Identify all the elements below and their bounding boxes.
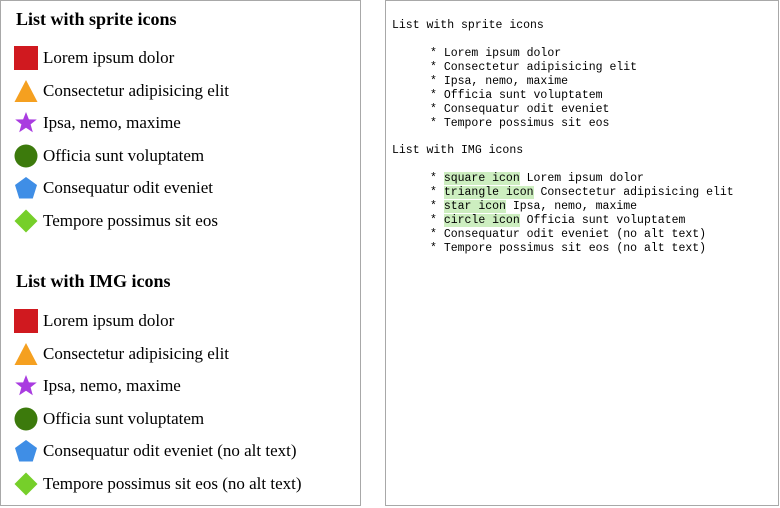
- bullet-marker: *: [430, 242, 444, 255]
- text-list-item-text: Consectetur adipisicing elit: [443, 61, 638, 74]
- star-icon: [14, 374, 38, 398]
- list-item-text: Consectetur adipisicing elit: [43, 343, 230, 363]
- list-item: [14, 438, 297, 464]
- text-list-item: [430, 61, 637, 75]
- bullet-marker: *: [430, 103, 444, 116]
- pentagon-icon: [14, 176, 38, 200]
- text-list-item: [430, 75, 568, 89]
- list-item-text: Ipsa, nemo, maxime: [43, 376, 181, 395]
- bullet-marker: *: [430, 47, 444, 60]
- circle-icon: [14, 407, 38, 431]
- text-list-item-text: Lorem ipsum dolor: [443, 47, 562, 60]
- bullet-marker: *: [430, 200, 444, 213]
- bullet-marker: *: [430, 172, 444, 185]
- text-list-item-text: Consequatur odit eveniet (no alt text): [443, 228, 707, 241]
- list-item: [14, 78, 229, 104]
- diamond-icon: [14, 209, 38, 233]
- list-item-text: Lorem ipsum dolor: [43, 311, 175, 330]
- text-list-item-text: Consectetur adipisicing elit: [540, 186, 734, 199]
- text-list-item: [430, 228, 706, 242]
- list-item: [14, 373, 181, 399]
- list-item-text: Lorem ipsum dolor: [43, 48, 175, 67]
- text-list-item-text: Officia sunt voluptatem: [443, 89, 603, 102]
- list-item-text: Consectetur adipisicing elit: [43, 80, 230, 100]
- list-item-text: Consequatur odit eveniet (no alt text): [43, 441, 297, 460]
- text-list-item-text: Tempore possimus sit eos (no alt text): [443, 242, 707, 255]
- list-item: [14, 471, 302, 497]
- bullet-marker: *: [430, 61, 444, 74]
- text-list-item: [430, 214, 685, 228]
- list-item: [14, 308, 174, 334]
- text-list-item-text: Ipsa, nemo, maxime: [512, 200, 638, 213]
- text-list-item-text: Lorem ipsum dolor: [526, 172, 644, 185]
- text-list-item-text: Consequatur odit eveniet: [443, 103, 610, 116]
- list-item: [14, 175, 213, 201]
- star-icon: [14, 111, 38, 135]
- list-item: [14, 208, 218, 234]
- triangle-icon: [14, 342, 38, 366]
- circle-icon: [14, 144, 38, 168]
- bullet-marker: *: [430, 214, 444, 227]
- triangle-icon: [14, 79, 38, 103]
- list-item-text: Tempore possimus sit eos (no alt text): [43, 473, 302, 493]
- text-list-item: [430, 172, 644, 186]
- alt-text-highlight: circle icon: [443, 214, 520, 227]
- text-list-item: [430, 200, 637, 214]
- bullet-marker: *: [430, 228, 444, 241]
- text-list-item: [430, 103, 609, 117]
- list-item: [14, 341, 229, 367]
- text-list-item: [430, 186, 734, 200]
- text-list-item: [430, 242, 706, 256]
- text-list-item: [430, 89, 603, 103]
- bullet-marker: *: [430, 75, 444, 88]
- diamond-icon: [14, 472, 38, 496]
- bullet-marker: *: [430, 186, 444, 199]
- text-img-heading: List with IMG icons: [392, 144, 524, 157]
- list-item-text: Officia sunt voluptatem: [43, 408, 205, 428]
- list-item: [14, 45, 174, 71]
- bullet-marker: *: [430, 117, 444, 130]
- text-list-item: [430, 47, 561, 61]
- list-item: [14, 406, 204, 432]
- list-item: [14, 110, 181, 136]
- list-item-text: Officia sunt voluptatem: [43, 145, 205, 165]
- text-list-item-text: Officia sunt voluptatem: [526, 214, 686, 227]
- list-item-text: Consequatur odit eveniet: [43, 178, 213, 197]
- alt-text-highlight: square icon: [443, 172, 520, 185]
- alt-text-highlight: star icon: [443, 200, 506, 213]
- img-list-heading: List with IMG icons: [16, 271, 171, 291]
- text-list-item-text: Ipsa, nemo, maxime: [443, 75, 569, 88]
- text-sprite-heading: List with sprite icons: [392, 19, 544, 32]
- text-mode-view-panel: [385, 0, 779, 506]
- text-list-item-text: Tempore possimus sit eos: [443, 117, 610, 130]
- text-list-item: [430, 117, 609, 131]
- sprite-list-heading: List with sprite icons: [16, 9, 177, 29]
- rendered-view-panel: [0, 0, 361, 506]
- pentagon-icon: [14, 439, 38, 463]
- square-icon: [14, 309, 38, 333]
- list-item: [14, 143, 204, 169]
- alt-text-highlight: triangle icon: [443, 186, 534, 199]
- list-item-text: Tempore possimus sit eos: [43, 210, 218, 230]
- bullet-marker: *: [430, 89, 444, 102]
- list-item-text: Ipsa, nemo, maxime: [43, 113, 181, 132]
- square-icon: [14, 46, 38, 70]
